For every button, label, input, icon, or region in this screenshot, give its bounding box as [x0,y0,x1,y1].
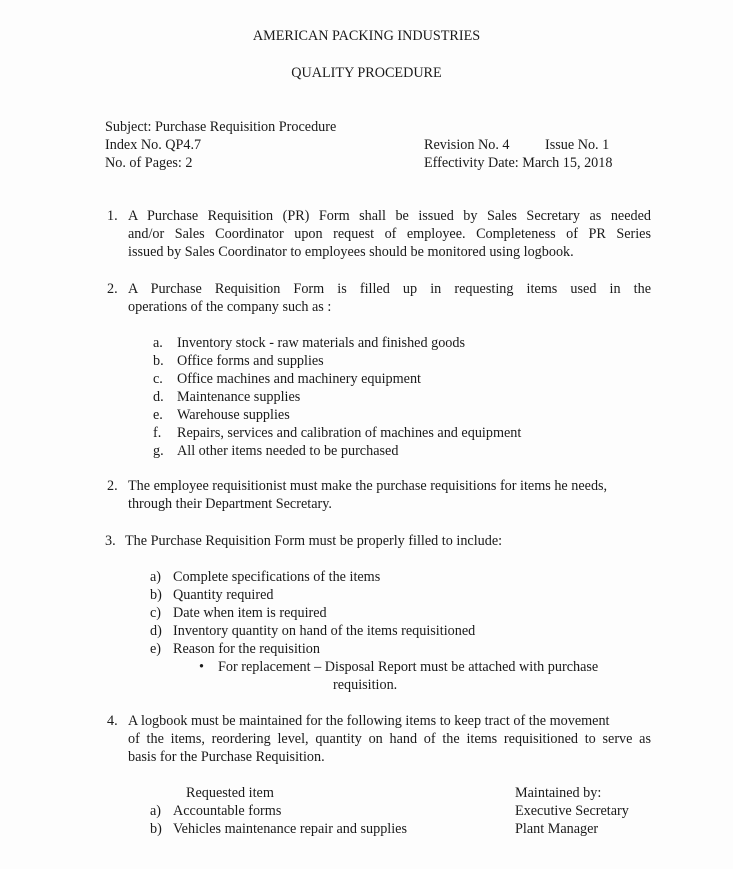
list-item [153,388,300,406]
list-item-text: Reason for the requisition [173,641,320,657]
list-marker: a) [150,803,162,819]
item-text-line: through their Department Secretary. [128,496,332,512]
list-item-text: Office forms and supplies [177,353,324,369]
item-text-line: The Purchase Requisition Form must be properly filled to include: [125,533,503,549]
list-item [153,406,290,424]
list-marker: c) [150,605,162,621]
list-marker: g. [153,443,164,459]
subject-line: Subject: Purchase Requisition Procedure [105,119,337,135]
list-item-text: Warehouse supplies [177,407,290,423]
item-text-line: The employee requisitionist must make the purchase requisitions for items he needs, [128,478,608,494]
issue-number: Issue No. 1 [545,137,610,153]
list-marker: c. [153,371,163,387]
item-text-line: A Purchase Requisition (PR) Form shall be issued by Sales Secretary as needed [128,208,651,224]
document-type: QUALITY PROCEDURE [291,65,442,81]
item-number: 2. [107,478,118,494]
list-item-text: Repairs, services and calibration of machines and equipment [177,425,522,441]
column-header-maintained-by: Maintained by: [515,785,602,801]
list-item [150,604,327,622]
item-number: 3. [105,533,116,549]
item-text-line: A logbook must be maintained for the following items to keep tract of the movement [128,713,610,729]
list-item-text: Office machines and machinery equipment [177,371,421,387]
list-item [153,334,465,352]
item-text-line: issued by Sales Coordinator to employees should be monitored using logbook. [128,244,574,260]
list-item [150,622,475,640]
list-item [150,568,380,586]
list-item-text: Maintenance supplies [177,389,301,405]
item-number: 1. [107,208,118,224]
bullet-text-line: requisition. [333,677,398,693]
list-marker: b) [150,587,162,603]
list-item [153,352,324,370]
company-name: AMERICAN PACKING INDUSTRIES [252,28,481,44]
list-item [153,442,398,460]
item-text-line: and/or Sales Coordinator upon request of employee. Completeness of PR Series [128,226,651,242]
list-item [150,586,273,604]
revision-number: Revision No. 4 [424,137,510,153]
item-number: 4. [107,713,118,729]
bullet-text-line: For replacement – Disposal Report must be attached with purchase [218,659,599,675]
list-item-text: Date when item is required [173,605,327,621]
effectivity-date: Effectivity Date: March 15, 2018 [424,155,613,171]
item-text-line: of the items, reordering level, quantity on hand of the items requisitioned to serve as [128,731,651,747]
list-item-text: All other items needed to be purchased [177,443,399,459]
requested-item: Accountable forms [173,803,282,819]
item-text-line: basis for the Purchase Requisition. [128,749,325,765]
maintained-by: Executive Secretary [515,803,629,819]
list-marker: d) [150,623,162,639]
list-marker: f. [153,425,162,441]
list-item-text: Complete specifications of the items [173,569,381,585]
list-item [153,424,521,442]
list-marker: a) [150,569,162,585]
list-marker: a. [153,335,163,351]
table-row [150,802,281,820]
list-marker: d. [153,389,164,405]
list-item [153,370,421,388]
requested-item: Vehicles maintenance repair and supplies [173,821,408,837]
bullet-icon: • [199,659,204,675]
index-number: Index No. QP4.7 [105,137,202,153]
item-text-line: operations of the company such as : [128,299,332,315]
list-item-text: Quantity required [173,587,274,603]
maintained-by: Plant Manager [515,821,599,837]
list-marker: e. [153,407,163,423]
list-item [150,640,320,658]
item-text-line: A Purchase Requisition Form is filled up in requesting items used in the [128,281,651,297]
list-marker: b) [150,821,162,837]
item-number: 2. [107,281,118,297]
column-header-requested-item: Requested item [186,785,274,801]
list-item-text: Inventory stock - raw materials and finished goods [177,335,466,351]
list-item-text: Inventory quantity on hand of the items requisitioned [173,623,476,639]
list-marker: b. [153,353,164,369]
table-row [150,820,407,838]
page-count: No. of Pages: 2 [105,155,193,171]
list-marker: e) [150,641,162,657]
